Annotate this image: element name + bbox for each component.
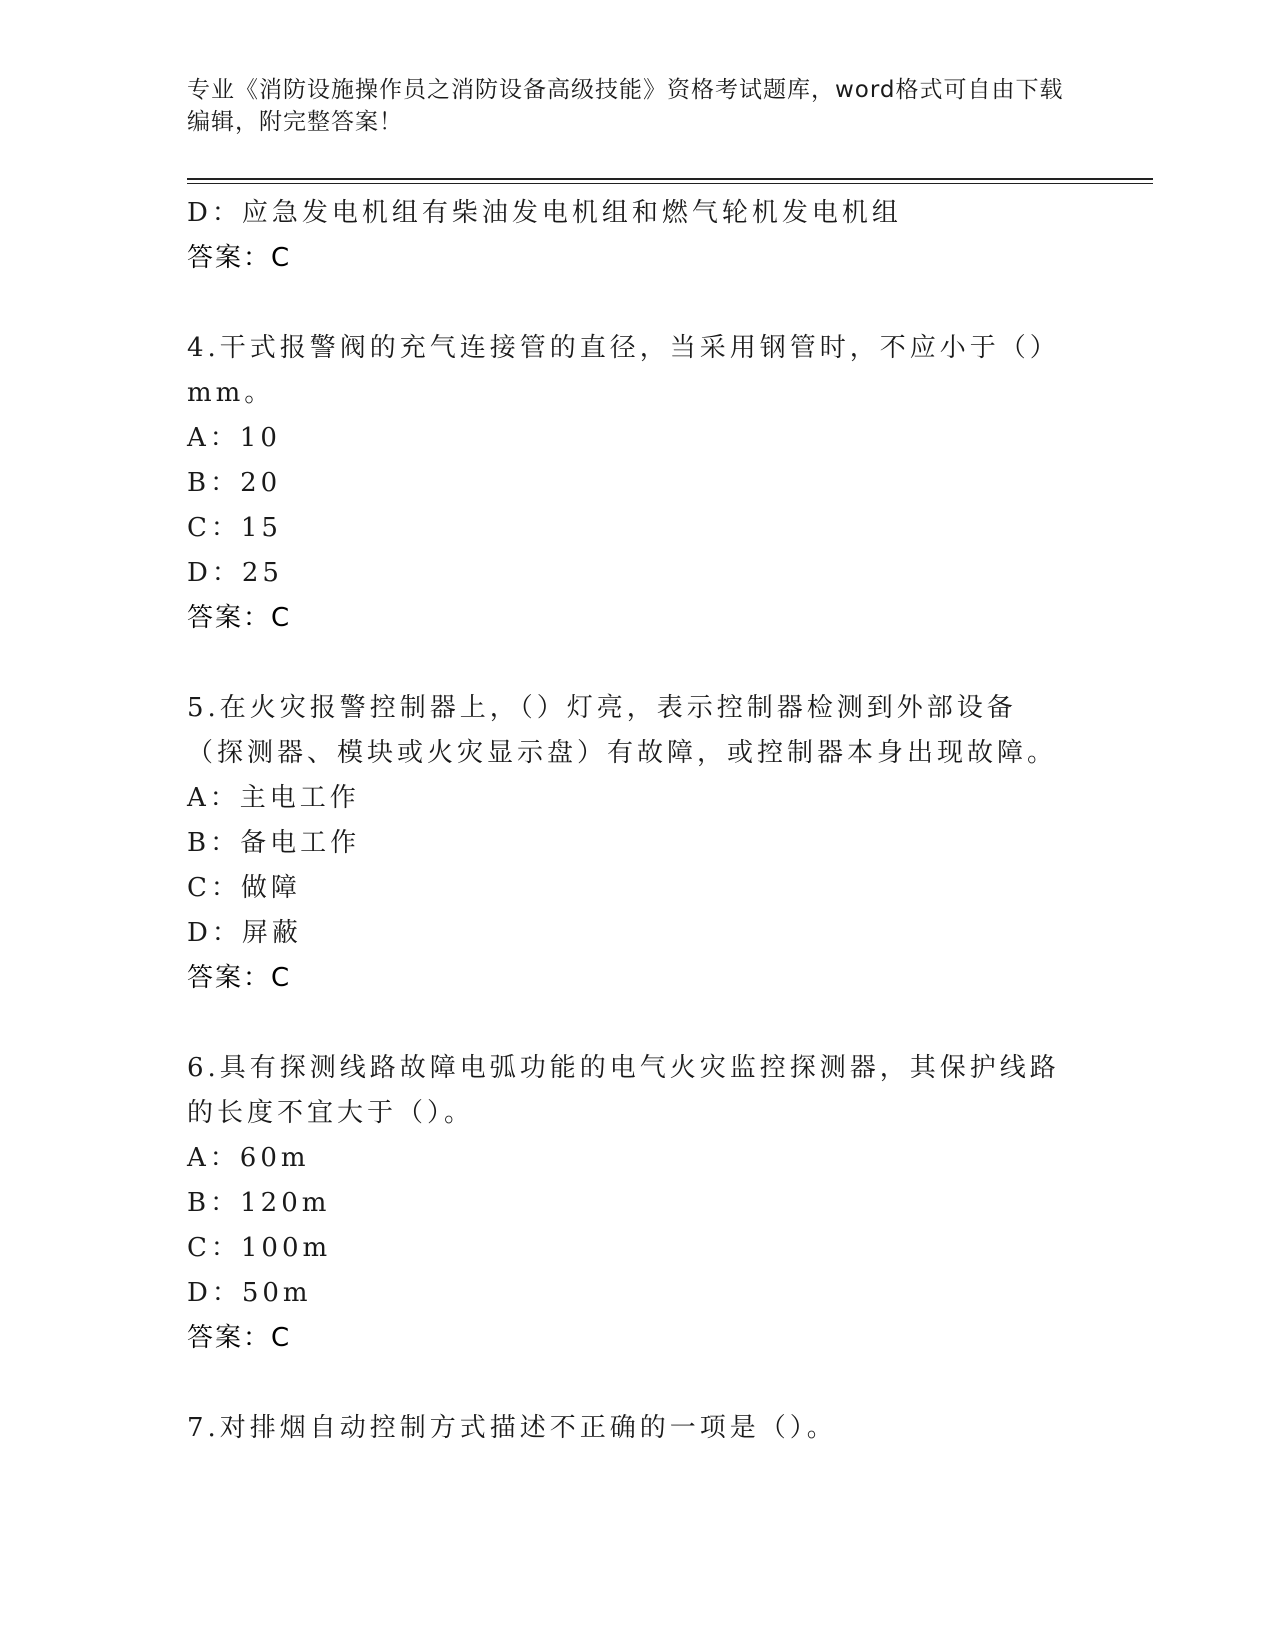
question-5	[187, 686, 1067, 1001]
spacer	[187, 641, 1067, 686]
question-4	[187, 326, 1067, 641]
option-b: B：120m	[187, 1188, 331, 1218]
document-header: 专业《消防设施操作员之消防设备高级技能》资格考试题库，word格式可自由下载编辑，附完整答案！	[187, 77, 1064, 135]
option-a: A：60m	[187, 1143, 310, 1173]
option-c: C：做障	[187, 873, 301, 903]
spacer	[187, 281, 1067, 326]
question-stem: 4.干式报警阀的充气连接管的直径，当采用钢管时，不应小于（）mm。	[187, 333, 1060, 408]
option-d: D：25	[187, 558, 283, 588]
question-stem: 7.对排烟自动控制方式描述不正确的一项是（）。	[187, 1413, 837, 1443]
header-rule-top	[187, 178, 1153, 180]
prev-question-option-d: D：应急发电机组有柴油发电机组和燃气轮机发电机组	[187, 198, 902, 228]
option-c: C：100m	[187, 1233, 332, 1263]
document-body	[187, 191, 1067, 1451]
option-d: D：50m	[187, 1278, 312, 1308]
header-rule-bottom	[187, 183, 1153, 184]
option-d: D：屏蔽	[187, 918, 302, 948]
question-answer: 答案：C	[187, 963, 292, 993]
question-answer: 答案：C	[187, 1323, 292, 1353]
spacer	[187, 1361, 1067, 1406]
question-answer: 答案：C	[187, 603, 292, 633]
option-b: B：20	[187, 468, 282, 498]
question-7	[187, 1406, 1067, 1451]
option-c: C：15	[187, 513, 282, 543]
option-a: A：主电工作	[187, 783, 360, 813]
prev-question-answer: 答案：C	[187, 243, 292, 273]
spacer	[187, 1001, 1067, 1046]
question-stem: 5.在火灾报警控制器上，（）灯亮，表示控制器检测到外部设备（探测器、模块或火灾显示盘）有故障，或控制器本身出现故障。	[187, 693, 1058, 768]
option-b: B：备电工作	[187, 828, 361, 858]
option-a: A：10	[187, 423, 281, 453]
question-stem: 6.具有探测线路故障电弧功能的电气火灾监控探测器，其保护线路的长度不宜大于（）。	[187, 1053, 1060, 1128]
question-6	[187, 1046, 1067, 1361]
